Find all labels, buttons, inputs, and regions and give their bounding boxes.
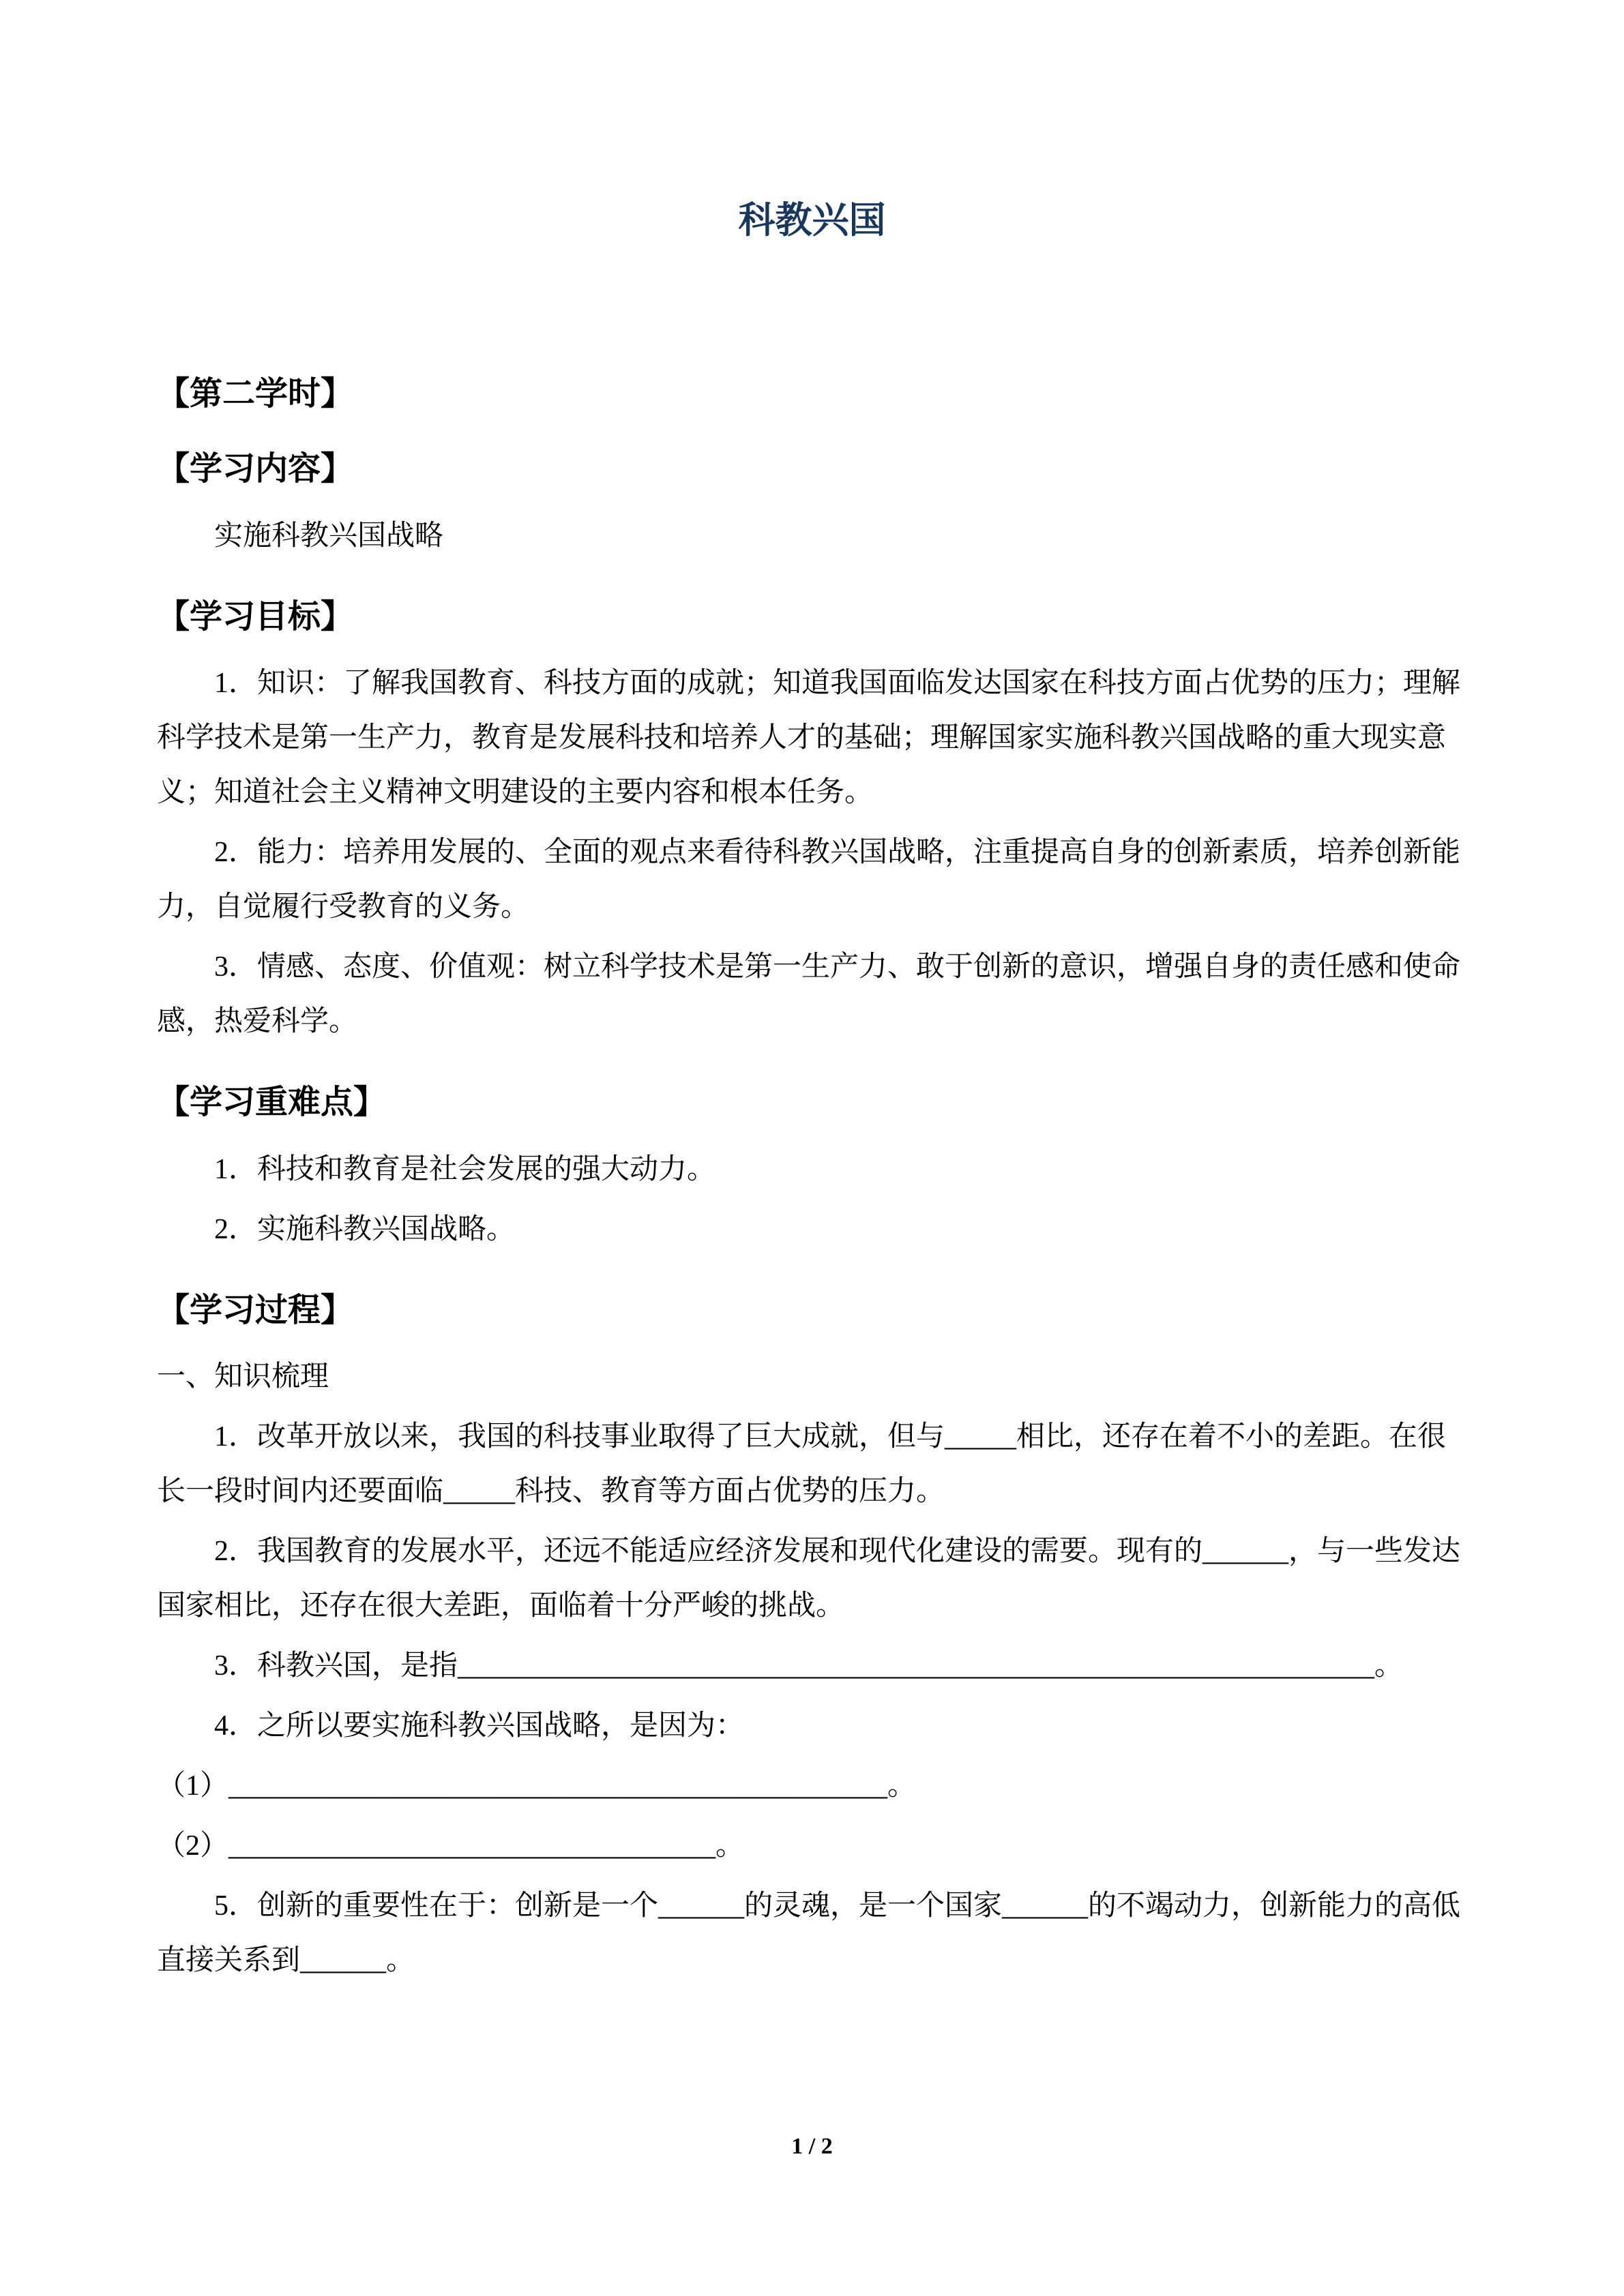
process-item-2: 2．我国教育的发展水平，还远不能适应经济发展和现代化建设的需要。现有的______，与一些发达国家相比，还存在很大差距，面临着十分严峻的挑战。 <box>157 1535 1461 1622</box>
heading-session: 【第二学时】 <box>157 376 354 412</box>
subsection-title-knowledge-review: 一、知识梳理 <box>157 1360 329 1392</box>
objective-item-values: 3．情感、态度、价值观：树立科学技术是第一生产力、敢于创新的意识，增强自身的责任感和使命感，热爱科学。 <box>157 951 1461 1038</box>
objective-item-knowledge: 1．知识：了解我国教育、科技方面的成就；知道我国面临发达国家在科技方面占优势的压力；理解科学技术是第一生产力，教育是发展科技和培养人才的基础；理解国家实施科教兴国战略的重大现实意义；知道社会主义精神文明建设的主要内容和根本任务。 <box>157 668 1461 809</box>
study-content-text: 实施科教兴国战略 <box>214 520 444 552</box>
heading-study-content: 【学习内容】 <box>157 451 354 488</box>
heading-objectives: 【学习目标】 <box>157 598 354 635</box>
process-item-4-blank-1: （1）______________________________________________。 <box>157 1770 917 1802</box>
page-number: 1 / 2 <box>791 2134 833 2159</box>
process-item-4-blank-2: （2）__________________________________。 <box>157 1830 745 1862</box>
process-item-5: 5．创新的重要性在于：创新是一个______的灵魂，是一个国家______的不竭动力，创新能力的高低直接关系到______。 <box>157 1890 1461 1976</box>
heading-process: 【学习过程】 <box>157 1292 354 1328</box>
process-item-3-fill-blank: 3．科教兴国，是指________________________________________________________________。 <box>214 1650 1404 1682</box>
key-point-item: 1．科技和教育是社会发展的强大动力。 <box>214 1153 716 1185</box>
key-point-item: 2．实施科教兴国战略。 <box>214 1213 516 1245</box>
document-title: 科教兴国 <box>738 200 886 241</box>
heading-key-points: 【学习重难点】 <box>157 1084 387 1121</box>
process-item-1: 1．改革开放以来，我国的科技事业取得了巨大成就，但与_____相比，还存在着不小的差距。在很长一段时间内还要面临_____科技、教育等方面占优势的压力。 <box>157 1420 1447 1507</box>
objective-item-ability: 2．能力：培养用发展的、全面的观点来看待科教兴国战略，注重提高自身的创新素质，培养创新能力，自觉履行受教育的义务。 <box>157 837 1461 923</box>
process-item-4: 4．之所以要实施科教兴国战略，是因为： <box>214 1710 745 1742</box>
